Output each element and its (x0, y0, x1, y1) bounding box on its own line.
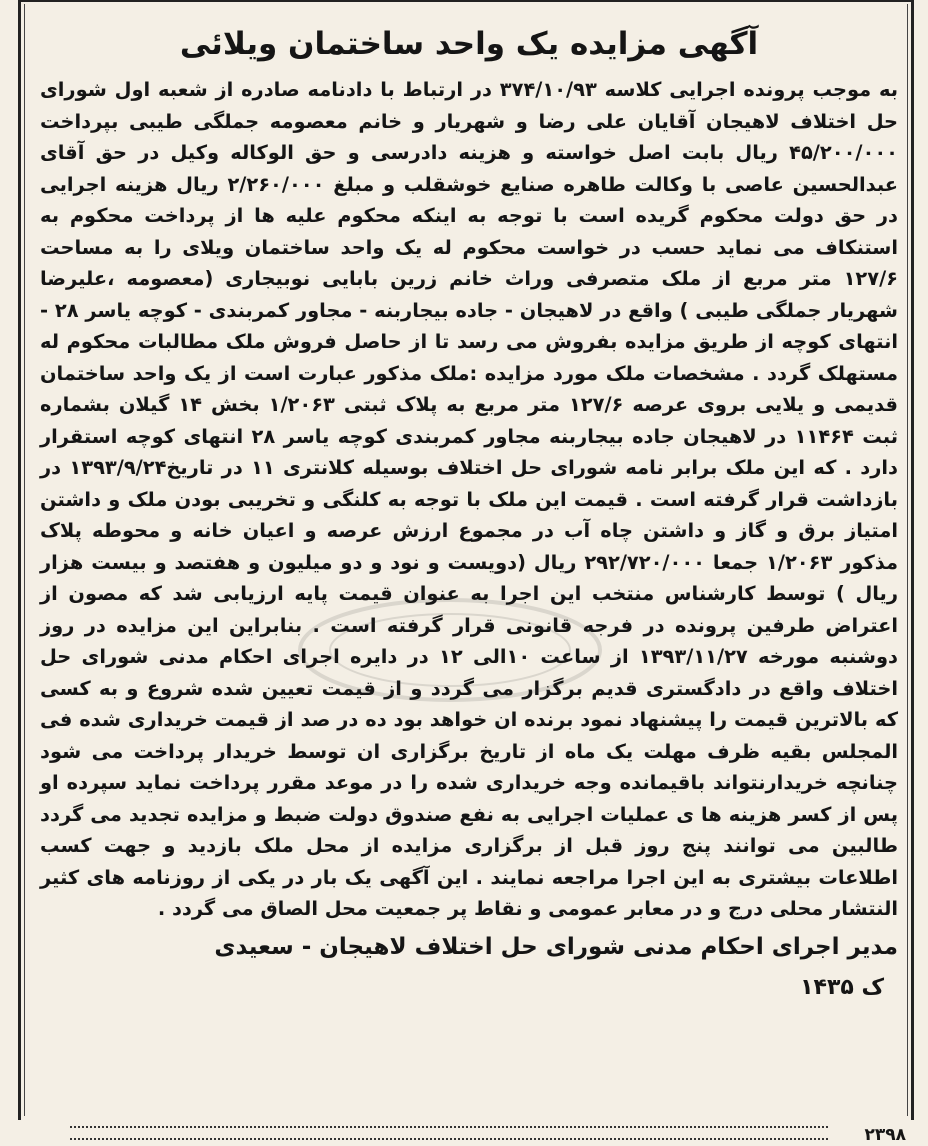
notice-content (40, 10, 898, 1003)
notice-body: به موجب پرونده اجرایی کلاسه ۳۷۴/۱۰/۹۳ در ارتباط با دادنامه صادره از شعبه اول شورای حل اختلاف لاهیجان آقایان علی رضا و شهریار و خانم معصومه جملگی طیبی بپرداخت ۴۵/۲۰۰/۰۰۰ ریال بابت اصل خواسته و هزینه دادرسی و حق الوکاله وکیل در حق آقای عبدالحسین عاصی با وکالت طاهره صنایع خوشقلب و مبلغ ۲/۲۶۰/۰۰۰ ریال هزینه اجرایی در حق دولت محکوم گریده است با توجه به اینکه محکوم علیه ها از پرداخت محکوم به استنکاف می نماید حسب در خواست محکوم له یک واحد ساختمان ویلای را به مساحت ۱۲۷/۶ متر مربع از ملک متصرفی وراث خانم زرین بابایی نوبیجاری (معصومه ،علیرضا شهریار جملگی طیبی ) واقع در لاهیجان - جاده بیجاربنه - مجاور کمربندی - کوچه یاسر ۲۸ - انتهای کوچه از طریق مزایده بفروش می رسد تا از حاصل فروش ملک مطالبات محکوم له مستهلک گردد . مشخصات ملک مورد مزایده :ملک مذکور عبارت است از یک واحد ساختمان قدیمی و یلایی بروی عرصه ۱۲۷/۶ متر مربع به پلاک ثبتی ۱/۲۰۶۳ بخش ۱۴ گیلان بشماره ثبت ۱۱۴۶۴ در لاهیجان جاده بیجاربنه مجاور کمربندی کوچه یاسر ۲۸ انتهای کوچه استقرار دارد . که این ملک برابر نامه شورای حل اختلاف بوسیله کلانتری ۱۱ در تاریخ۱۳۹۳/۹/۲۴ در بازداشت قرار گرفته است . قیمت این ملک با توجه به کلنگی و تخریبی بودن ملک و داشتن امتیاز برق و گاز و داشتن چاه آب در مجموع ارزش عرصه و اعیان خانه و محوطه پلاک مذکور ۱/۲۰۶۳ جمعا ۲۹۲/۷۲۰/۰۰۰ ریال (دویست و نود و دو میلیون و هفتصد و بیست هزار ریال ) توسط کارشناس منتخب این اجرا به عنوان قیمت پایه ارزیابی شد که مصون از اعتراض طرفین پرونده در فرجه قانونی قرار گرفته است . بنابراین این مزایده در روز دوشنبه مورخه ۱۳۹۳/۱۱/۲۷ از ساعت ۱۰الی ۱۲ در دایره اجرای احکام مدنی شورای حل اختلاف واقع در دادگستری قدیم برگزار می گردد و از قیمت تعیین شده شروع و به کسی که بالاترین قیمت را پیشنهاد نمود برنده ان خواهد بود ده در صد از قیمت خریداری شده فی المجلس بقیه ظرف مهلت یک ماه از تاریخ برگزاری ان توسط خریدار پرداخت می شود چنانچه خریدارنتواند باقیمانده وجه خریداری شده را در موعد مقرر پرداخت نماید سپرده او پس از کسر هزینه ها ی عملیات اجرایی به نفع صندوق دولت ضبط و مزایده تجدید می گردد طالبین می توانند پنج روز قبل از برگزاری مزایده از محل ملک بازدید و جهت کسب اطلاعات بیشتری به این اجرا مراجعه نمایند . این آگهی یک بار در یکی از روزنامه های کثیر النتشار محلی درج و در معابر عمومی و نقاط پر جمعیت محل الصاق می گردد . (40, 78, 899, 920)
bottom-divider (70, 1126, 828, 1140)
notice-serial: ۲۳۹۸ (864, 1125, 906, 1145)
notice-code: ک ۱۴۳۵ (800, 974, 884, 1000)
notice-headline: آگهی مزایده یک واحد ساختمان ویلائی (179, 26, 759, 62)
notice-signature: مدیر اجرای احکام مدنی شورای حل اختلاف لاهیجان - سعیدی (214, 933, 898, 960)
